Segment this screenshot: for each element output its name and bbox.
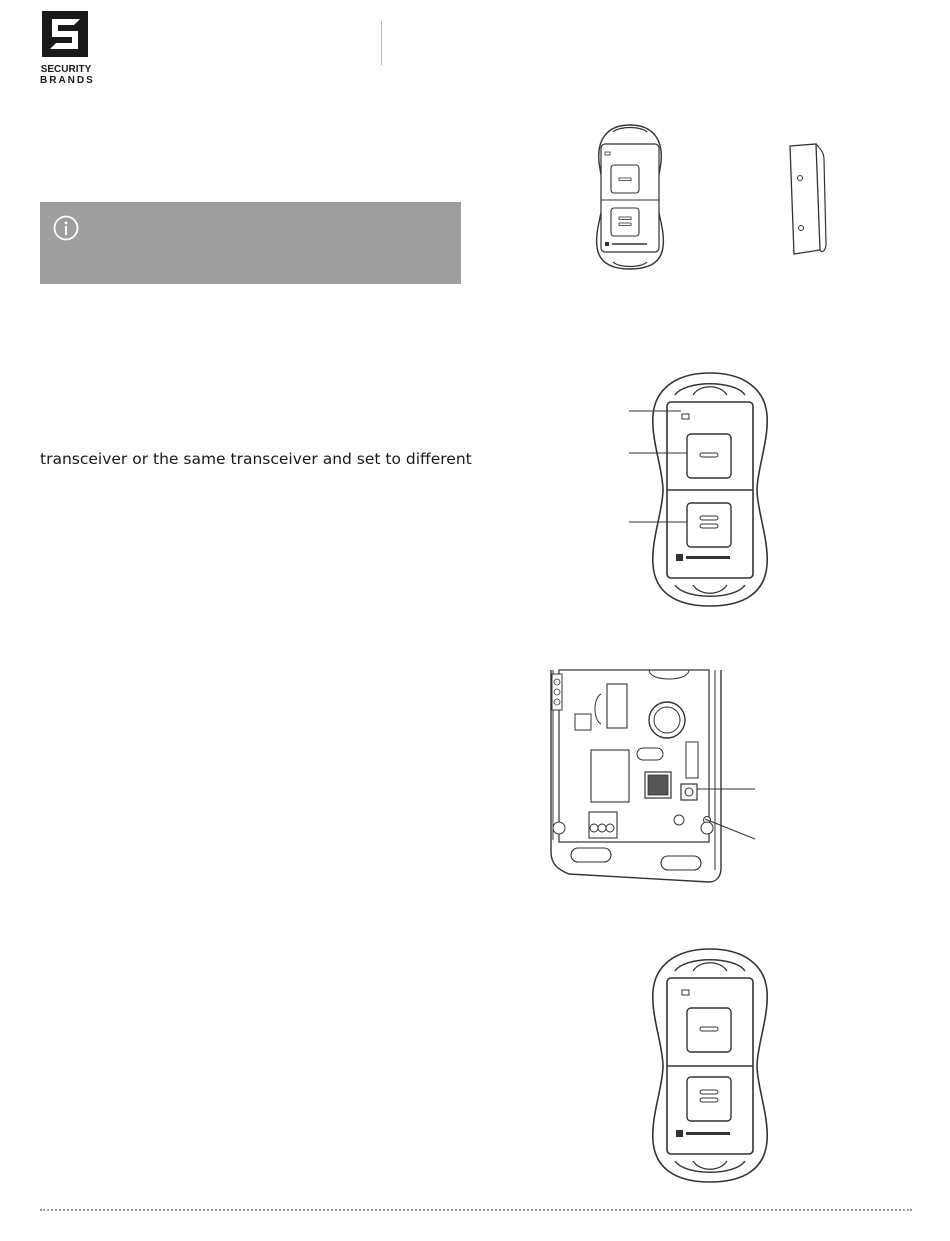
remote-small-figure	[585, 122, 675, 272]
board-callout-lines	[697, 785, 757, 845]
receiver-board-figure	[549, 670, 724, 885]
logo-line-security: SECURITY	[40, 64, 92, 75]
logo-line-brands: BRANDS	[40, 75, 95, 86]
header-divider	[381, 21, 382, 65]
info-icon	[53, 215, 79, 241]
body-text-line: transceiver or the same transceiver and set to different	[40, 450, 472, 468]
remote-callout-lines	[629, 408, 689, 528]
info-callout	[40, 202, 461, 284]
brand-logo	[40, 9, 95, 86]
security-brands-s-logo-icon	[40, 9, 90, 59]
belt-clip-figure	[786, 140, 836, 258]
footer-dotted-rule	[40, 1209, 912, 1211]
remote-bottom-figure	[645, 946, 775, 1186]
